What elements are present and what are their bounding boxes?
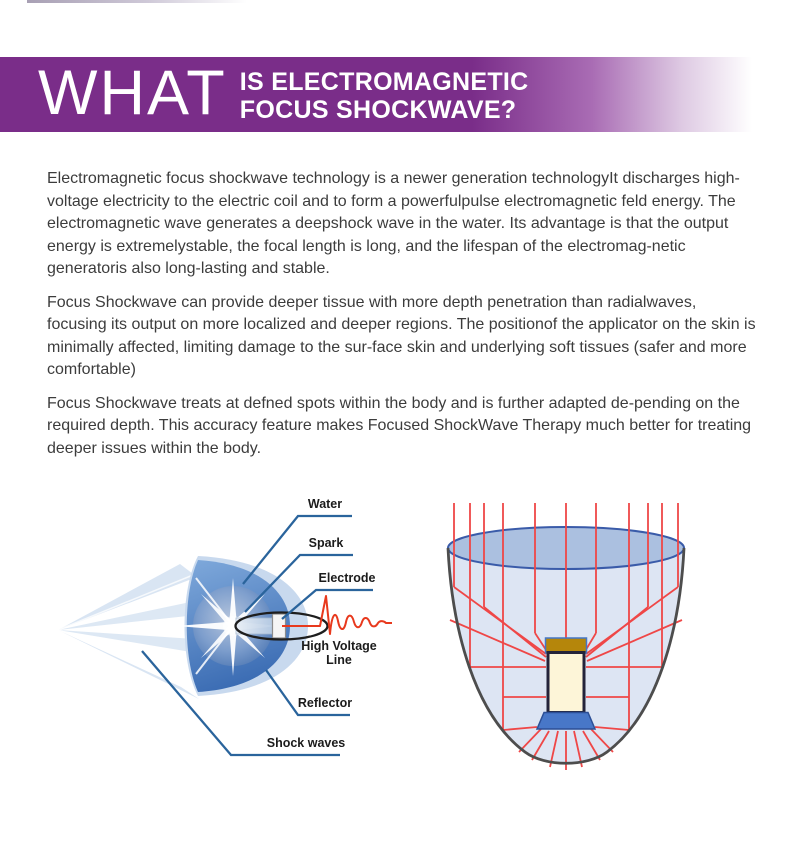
body-text — [47, 168, 759, 471]
generator-diagram-svg — [30, 480, 410, 790]
label-shock-waves: Shock waves — [266, 736, 346, 750]
paragraph-3: Focus Shockwave treats at defned spots within the body and is further adapted de-pending on the required depth. This accuracy feature makes Focused ShockWave Therapy much better for treating deeper issues within the body. — [47, 394, 752, 457]
generator-diagram — [30, 480, 410, 790]
label-spark: Spark — [308, 536, 344, 550]
subtitle-line1: IS ELECTROMAGNETIC — [239, 67, 529, 96]
paragraph-1: Electromagnetic focus shockwave technology is a newer generation technologyIt discharges high-voltage electricity to the electric coil and to form a powerfulpulse electromagnetic feld energy. The electromagnetic wave generates a deepshock wave in the water. Its advantage is that the output energy is extremelystable, the focal length is long, and the lifespan of the electromag-netic generatoris also long-lasting and stable. — [47, 170, 740, 277]
transducer-body — [548, 653, 584, 713]
transducer-base — [537, 713, 595, 730]
page-title-word: WHAT — [38, 58, 227, 128]
top-accent-strip — [27, 0, 247, 3]
focus-field-diagram — [420, 480, 790, 810]
label-high-voltage-line2: Line — [326, 653, 352, 667]
label-reflector: Reflector — [297, 696, 353, 710]
header-banner — [0, 57, 800, 132]
shockwave-beams — [58, 564, 199, 699]
transducer-cap — [546, 638, 587, 653]
label-high-voltage: High Voltage — [301, 639, 377, 653]
label-electrode: Electrode — [318, 571, 376, 585]
page-title-subtitle — [240, 68, 529, 124]
paragraph-2: Focus Shockwave can provide deeper tissue with more depth penetration than radialwaves, focusing its output on more localized and deeper regions. The positionof the applicator on the skin is minimally affected, limiting damage to the sur-face skin and underlying soft tissues (safer and more comfortable) — [47, 293, 756, 378]
label-water: Water — [307, 497, 343, 511]
focus-field-svg — [420, 480, 790, 810]
subtitle-line2: FOCUS SHOCKWAVE? — [239, 95, 517, 124]
